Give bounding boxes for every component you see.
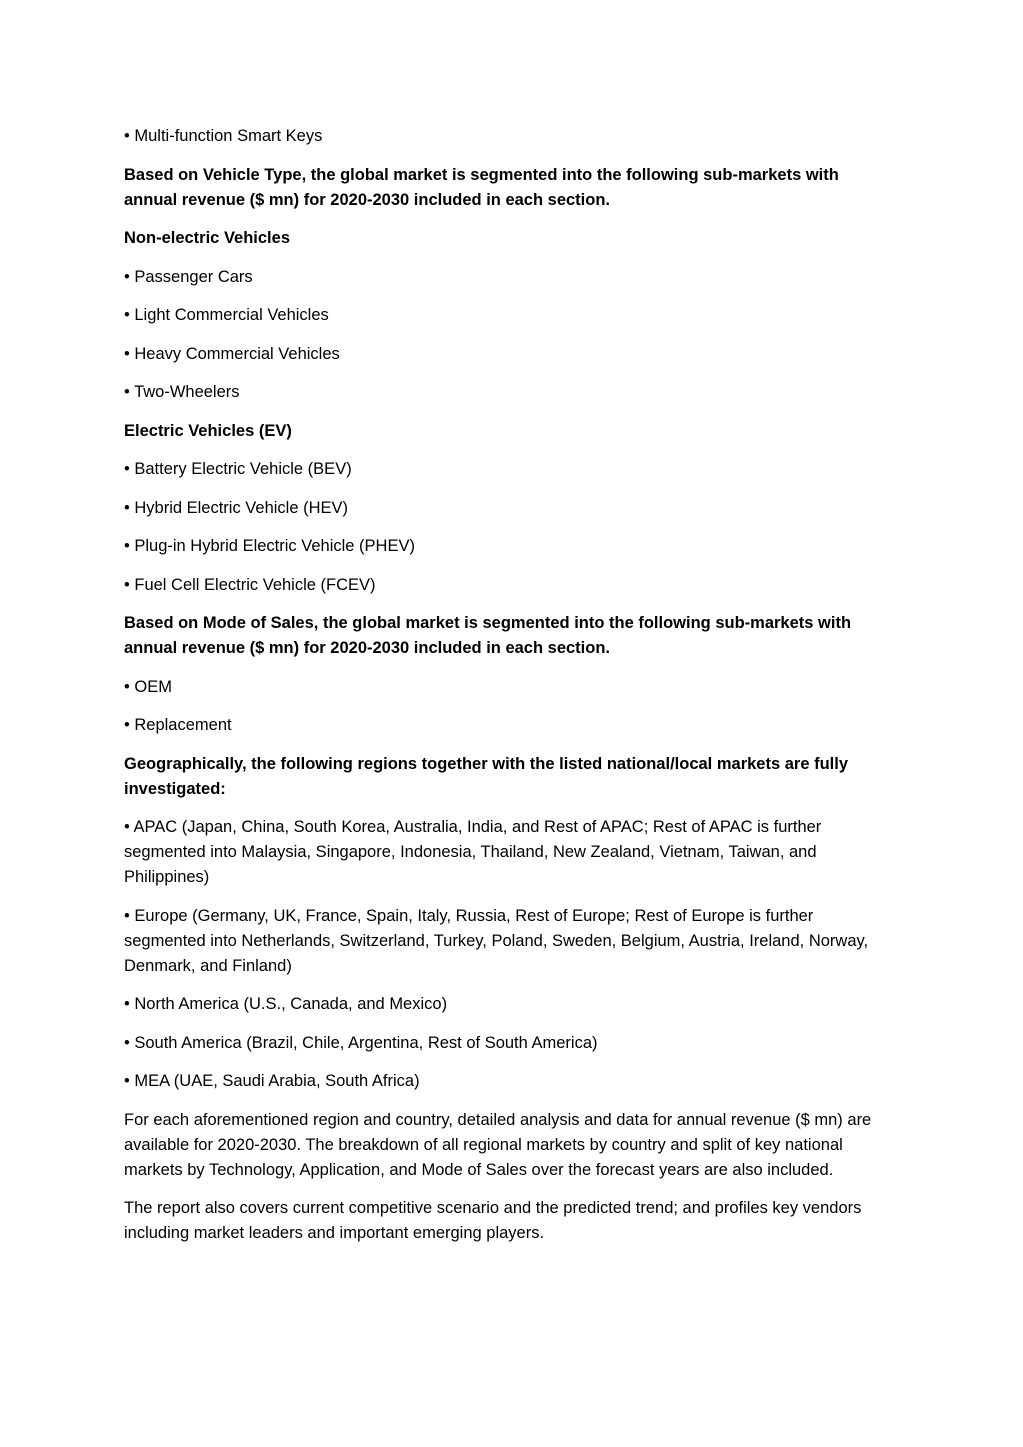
list-item: • Replacement: [124, 716, 232, 734]
list-item: • Battery Electric Vehicle (BEV): [124, 460, 352, 478]
subsection-heading: Non-electric Vehicles: [124, 229, 290, 247]
list-item: • Light Commercial Vehicles: [124, 306, 329, 324]
list-item: • Heavy Commercial Vehicles: [124, 344, 340, 363]
list-item: • South America (Brazil, Chile, Argentina, Rest of South America): [124, 1033, 598, 1052]
body-paragraph: The report also covers current competitive scenario and the predicted trend; and profiles key vendors including market leaders and important emerging players.: [124, 1199, 862, 1242]
list-item: • Passenger Cars: [124, 267, 253, 286]
list-item: • Europe (Germany, UK, France, Spain, Italy, Russia, Rest of Europe; Rest of Europe is further segmented into Netherlands, Switzerland, Turkey, Poland, Sweden, Belgium, Austria, Ireland, Norway, Denmark, and Finland): [124, 906, 869, 975]
list-item: • North America (U.S., Canada, and Mexico): [124, 995, 448, 1013]
list-item: • Hybrid Electric Vehicle (HEV): [124, 498, 349, 517]
list-item: • Plug-in Hybrid Electric Vehicle (PHEV): [124, 537, 415, 555]
section-heading: Based on Vehicle Type, the global market is segmented into the following sub-markets with annual revenue ($ mn) for 2020-2030 included in each section.: [124, 165, 839, 209]
list-item: • Two-Wheelers: [124, 383, 240, 401]
section-heading: Based on Mode of Sales, the global market is segmented into the following sub-markets with annual revenue ($ mn) for 2020-2030 included in each section.: [124, 614, 852, 657]
list-item: • OEM: [124, 677, 172, 696]
list-item: • Fuel Cell Electric Vehicle (FCEV): [124, 575, 376, 594]
section-heading: Geographically, the following regions together with the listed national/local markets are fully investigated:: [124, 754, 848, 798]
list-item: • APAC (Japan, China, South Korea, Australia, India, and Rest of APAC; Rest of APAC is further segmented into Malaysia, Singapore, Indonesia, Thailand, New Zealand, Vietnam, Taiwan, and Philippines): [124, 818, 822, 886]
list-item: • MEA (UAE, Saudi Arabia, South Africa): [124, 1072, 420, 1090]
body-paragraph: For each aforementioned region and country, detailed analysis and data for annual revenue ($ mn) are available for 2020-2030. The breakdown of all regional markets by country and split of key national markets by Technology, Application, and Mode of Sales over the forecast years are also included.: [124, 1110, 872, 1179]
list-item: • Multi-function Smart Keys: [124, 127, 323, 145]
subsection-heading: Electric Vehicles (EV): [124, 421, 292, 440]
document-page: [124, 124, 889, 1260]
